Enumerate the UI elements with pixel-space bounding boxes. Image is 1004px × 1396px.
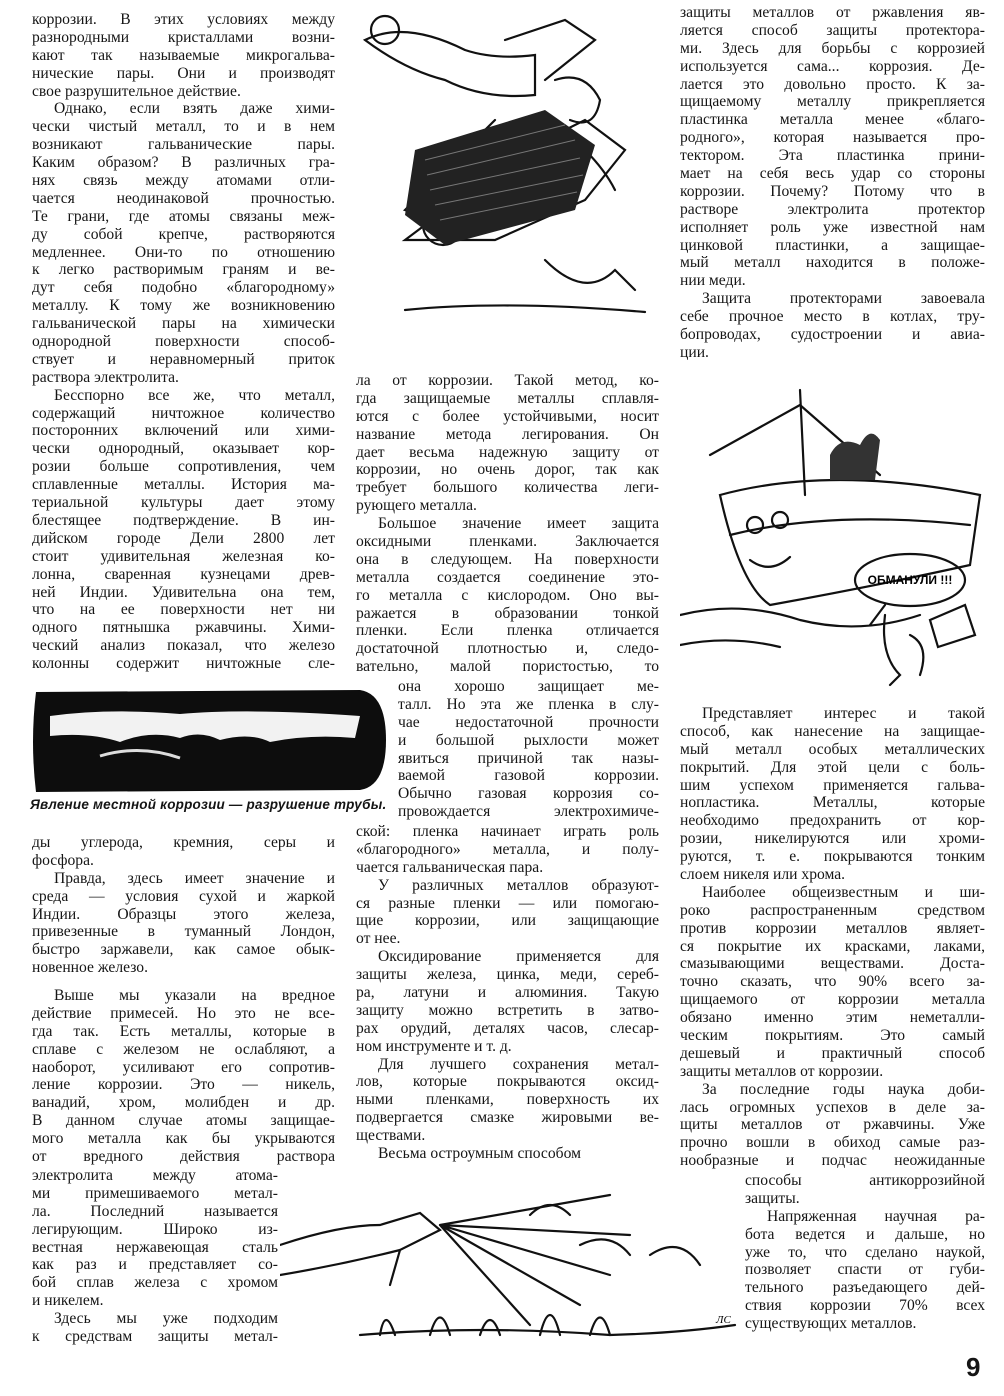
text-line: чается гальваническая пара. bbox=[356, 858, 544, 876]
paragraph bbox=[356, 1145, 659, 1163]
text-line: вательно, малой пористостью, то bbox=[356, 658, 659, 676]
text-line: дийском городе Дели 2800 лет bbox=[32, 529, 335, 547]
text-line: Для лучшего сохранения метал- bbox=[378, 1055, 659, 1073]
paragraph bbox=[32, 1310, 278, 1346]
text-line: ляется способ защиты протектора- bbox=[680, 21, 985, 39]
text-line: ся покрытие их красками, лаками, bbox=[680, 937, 985, 955]
text-line: возникают гальванические пары. bbox=[32, 136, 335, 154]
text-line: ными пленками, поверхность их bbox=[356, 1091, 659, 1109]
text-line: ла. Последний называется bbox=[32, 1202, 278, 1220]
paragraph bbox=[356, 1056, 659, 1145]
paragraph bbox=[32, 387, 335, 673]
text-line: Однако, если взять даже хими- bbox=[54, 100, 335, 118]
text-line: существующих металлов. bbox=[745, 1315, 917, 1333]
text-line: себе прочное место в котлах, тру- bbox=[680, 308, 985, 326]
paragraph bbox=[32, 870, 335, 977]
text-line: смазывающими веществами. Доста- bbox=[680, 955, 985, 973]
text-line: бота ведется и дальше, но bbox=[745, 1225, 985, 1243]
text-line: «благородного» металла, и полу- bbox=[356, 840, 659, 858]
text-line: пластинка металла менее «благо- bbox=[680, 111, 985, 129]
text-line: Наиболее общеизвестным и ши- bbox=[702, 883, 985, 901]
text-line: цинковой пластинки, а защищае- bbox=[680, 236, 985, 254]
text-line: За последние годы наука доби- bbox=[702, 1080, 985, 1098]
text-line: прочно вошли в обиход самые раз- bbox=[680, 1134, 985, 1152]
text-line: Представляет интерес и такой bbox=[702, 705, 985, 722]
text-line: гда защищаемые металлы сплавля- bbox=[356, 389, 659, 407]
text-line: мает на себя весь удар со стороны bbox=[680, 165, 985, 183]
text-line: против коррозии металлов являет- bbox=[680, 919, 985, 937]
text-line: что на ее поверхности нет ни bbox=[32, 601, 335, 619]
text-line: кают так называемые микрогальва- bbox=[32, 46, 335, 64]
text-line: подвергается смазке жировыми ве- bbox=[356, 1109, 659, 1127]
text-line: ла от коррозии. Такой метод, ко- bbox=[356, 372, 659, 389]
text-line: териальной культуры дает этому bbox=[32, 494, 335, 512]
text-line: коррозии. Почему? Потому что в bbox=[680, 182, 985, 200]
text-line: используется сама... коррозия. Де- bbox=[680, 57, 985, 75]
text-line: ражается в образовании тонкой bbox=[356, 604, 659, 622]
column-2-text-bottom bbox=[356, 823, 659, 1163]
text-line: наоборот, усиливают его сопротив- bbox=[32, 1058, 335, 1076]
text-line: роко распространенным средством bbox=[680, 901, 985, 919]
text-line: мый металл особых металлических bbox=[680, 740, 985, 758]
text-line: и никелем. bbox=[32, 1292, 104, 1310]
text-line: она хорошо защищает ме- bbox=[398, 678, 659, 695]
text-line: талл. Но эта же пленка в слу- bbox=[398, 695, 659, 713]
text-line: к легко растворимым граням и ве- bbox=[32, 261, 335, 279]
text-line: нопластика. Металлы, которые bbox=[680, 794, 985, 812]
text-line: Бесспорно все же, что металл, bbox=[54, 386, 335, 404]
text-line: тектором. Эта пластинка прини- bbox=[680, 147, 985, 165]
text-line: мого металла как бы укрываются bbox=[32, 1130, 335, 1148]
text-line: Выше мы указали на вредное bbox=[54, 987, 335, 1004]
text-line: защиту можно встретить в затво- bbox=[356, 1001, 659, 1019]
text-line: металла создается соединение это- bbox=[356, 568, 659, 586]
text-line: как раз и представляет со- bbox=[32, 1256, 278, 1274]
text-line: пленки. Если пленка отличается bbox=[356, 622, 659, 640]
column-1-text-top bbox=[32, 11, 335, 673]
text-line: оксидными пленками. Заключается bbox=[356, 533, 659, 551]
text-line: Оксидирование применяется для bbox=[378, 948, 659, 966]
column-3-text-middle bbox=[680, 705, 985, 1170]
text-line: щие коррозии, или защищающие bbox=[356, 912, 659, 930]
text-line: защиты железа, цинка, меди, сереб- bbox=[356, 966, 659, 984]
ship-cartoon-illustration bbox=[680, 385, 1000, 700]
text-line: достаточной плотностью и, следо- bbox=[356, 640, 659, 658]
text-line: она в следующем. На поверхности bbox=[356, 550, 659, 568]
text-line: нии меди. bbox=[680, 272, 746, 290]
text-line: свое разрушительное действие. bbox=[32, 82, 241, 100]
text-line: Каким образом? В различных гра- bbox=[32, 154, 335, 172]
text-line: ствует и неравномерный приток bbox=[32, 350, 335, 368]
text-line: ются с более устойчивыми, носит bbox=[356, 407, 659, 425]
text-line: Те грани, где атомы связаны меж- bbox=[32, 207, 335, 225]
text-line: покрытий. Для этой цели с боль- bbox=[680, 758, 985, 776]
text-line: ческим покрытиям. Это самый bbox=[680, 1027, 985, 1045]
text-line: действие примесей. Но это не все- bbox=[32, 1004, 335, 1022]
text-line: бой сплав железа с хромом bbox=[32, 1274, 278, 1292]
text-line: розии больше сопротивления, чем bbox=[32, 458, 335, 476]
text-line: ду собой крепче, растворяются bbox=[32, 225, 335, 243]
text-line: раствора электролита. bbox=[32, 368, 179, 386]
text-line: новенное железо. bbox=[32, 959, 148, 977]
text-line: тельного разъедающего дей- bbox=[745, 1279, 985, 1297]
paragraph bbox=[356, 372, 659, 515]
paragraph bbox=[745, 1208, 985, 1333]
paragraph bbox=[398, 678, 659, 821]
paragraph bbox=[680, 1081, 985, 1170]
text-line: щиты металлов от ржавчины. Уже bbox=[680, 1116, 985, 1134]
text-line: рах орудий, деталях часов, слесар- bbox=[356, 1019, 659, 1037]
text-line: способы антикоррозийной bbox=[745, 1172, 985, 1189]
text-line: вестная нержавеющая сталь bbox=[32, 1238, 278, 1256]
text-line: название метода легирования. Он bbox=[356, 425, 659, 443]
text-line: медленнее. Они-то по отношению bbox=[32, 243, 335, 261]
text-line: ней Индии. Удивительна она тем, bbox=[32, 583, 335, 601]
paragraph bbox=[680, 884, 985, 1081]
text-line: дут себя подобно «благородному» bbox=[32, 279, 335, 297]
text-line: чески чистый металл, то и в нем bbox=[32, 118, 335, 136]
text-line: фосфора. bbox=[32, 851, 94, 869]
speech-bubble-text: ОБМАНУЛИ !!! bbox=[867, 573, 953, 587]
text-line: разнородными кристаллами возни- bbox=[32, 28, 335, 46]
text-line: Правда, здесь имеет значение и bbox=[54, 869, 335, 887]
text-line: рующего металла. bbox=[356, 497, 477, 515]
column-3-text-top bbox=[680, 4, 985, 362]
text-line: быстро заржавели, как самое обык- bbox=[32, 941, 335, 959]
paragraph bbox=[356, 515, 659, 676]
text-line: требует большого количества леги- bbox=[356, 479, 659, 497]
paragraph bbox=[680, 4, 985, 290]
paragraph bbox=[32, 834, 335, 870]
text-line: щищаемого от коррозии металла bbox=[680, 991, 985, 1009]
text-line: способ, как нанесение на защищае- bbox=[680, 722, 985, 740]
text-line: ванадий, хром, молибден и др. bbox=[32, 1094, 335, 1112]
text-line: Напряженная научная ра- bbox=[767, 1207, 985, 1225]
text-line: обязано именно этим неметалли- bbox=[680, 1009, 985, 1027]
text-line: Весьма остроумным способом bbox=[378, 1145, 581, 1163]
text-line: чески однородный, оказывает кор- bbox=[32, 440, 335, 458]
text-line: Индии. Образцы этого железа, bbox=[32, 905, 335, 923]
text-line: слоем никеля или хрома. bbox=[680, 866, 846, 884]
text-line: от вредного действия раствора bbox=[32, 1148, 335, 1166]
column-1-text-middle bbox=[32, 834, 335, 977]
text-line: чается неодинаковой прочностью. bbox=[32, 189, 335, 207]
text-line: и большой рыхлости может bbox=[398, 731, 659, 749]
text-line: ра, латуни и алюминия. Такую bbox=[356, 984, 659, 1002]
text-line: ваемой газовой коррозии. bbox=[398, 767, 659, 785]
text-line: ской: пленка начинает играть роль bbox=[356, 823, 659, 840]
text-line: го металла с кислородом. Оно вы- bbox=[356, 586, 659, 604]
text-line: сплавленные металлы. История ма- bbox=[32, 476, 335, 494]
text-line: ном инструменте и т. д. bbox=[356, 1037, 512, 1055]
text-line: содержащий ничтожное количество bbox=[32, 404, 335, 422]
text-line: однородной поверхности способ- bbox=[32, 333, 335, 351]
text-line: привезенные в туманный Лондон, bbox=[32, 923, 335, 941]
text-line: коррозии. В этих условиях между bbox=[32, 11, 335, 28]
text-line: электролита между атома- bbox=[32, 1167, 278, 1184]
text-line: лов, которые покрываются оксид- bbox=[356, 1073, 659, 1091]
page-number: 9 bbox=[966, 1352, 981, 1382]
paragraph bbox=[745, 1172, 985, 1208]
text-line: к средствам защиты метал- bbox=[32, 1328, 278, 1346]
text-line: одного пятнышка ржавчины. Хими- bbox=[32, 619, 335, 637]
text-line: Здесь мы уже подходим bbox=[54, 1310, 278, 1328]
text-line: защиты. bbox=[745, 1189, 800, 1207]
text-line: коррозии, но очень дорог, так как bbox=[356, 461, 659, 479]
text-line: ческий анализ показал, что железо bbox=[32, 637, 335, 655]
column-2-text-beside-photo bbox=[398, 678, 659, 821]
paragraph bbox=[32, 100, 335, 386]
text-line: точно сказать, что 90% всего за- bbox=[680, 973, 985, 991]
paragraph bbox=[32, 11, 335, 100]
corroded-pipe-photo bbox=[30, 686, 388, 794]
text-line: родного», которая называется про- bbox=[680, 129, 985, 147]
text-line: блестящее подтверждение. В ин- bbox=[32, 511, 335, 529]
text-line: ции. bbox=[680, 343, 709, 361]
paragraph bbox=[356, 948, 659, 1055]
text-line: необходимо предохранить от кор- bbox=[680, 812, 985, 830]
text-line: колонны содержит ничтожные сле- bbox=[32, 655, 335, 673]
text-line: легирующим. Широко из- bbox=[32, 1220, 278, 1238]
text-line: В данном случае атомы защищае- bbox=[32, 1112, 335, 1130]
text-line: руются, т. е. покрываются тонким bbox=[680, 848, 985, 866]
text-line: провождается электрохимиче- bbox=[398, 803, 659, 821]
text-line: ми. Здесь для борьбы с коррозией bbox=[680, 39, 985, 57]
text-line: нические пары. Они и производят bbox=[32, 64, 335, 82]
text-line: нообразные и подчас неожиданные bbox=[680, 1152, 985, 1170]
text-line: шим успехом применяется гальва- bbox=[680, 776, 985, 794]
paragraph bbox=[32, 987, 335, 1166]
text-line: гальванической пары на химически bbox=[32, 315, 335, 333]
text-line: ствия коррозии 70% всех bbox=[745, 1297, 985, 1315]
text-line: дает весьма надежную защиту от bbox=[356, 443, 659, 461]
text-line: бопроводах, судостроении и авиа- bbox=[680, 326, 985, 344]
text-line: розии, никелируются или хроми- bbox=[680, 830, 985, 848]
text-line: мый металл находится в положе- bbox=[680, 254, 985, 272]
column-1-text-lower bbox=[32, 987, 335, 1166]
text-line: чае недостаточной прочности bbox=[398, 713, 659, 731]
text-line: лась огромных успехов в деле за- bbox=[680, 1098, 985, 1116]
text-line: нях связь между атомами отли- bbox=[32, 172, 335, 190]
text-line: уже то, что сделано наукой, bbox=[745, 1243, 985, 1261]
text-line: ми примешиваемого метал- bbox=[32, 1184, 278, 1202]
text-line: ся разные пленки — или помогаю- bbox=[356, 894, 659, 912]
text-line: ление коррозии. Это — никель, bbox=[32, 1076, 335, 1094]
paragraph bbox=[356, 877, 659, 949]
photo-caption: Явление местной коррозии — разрушение трубы. bbox=[30, 797, 387, 812]
paragraph bbox=[680, 705, 985, 884]
text-line: защиты металлов от коррозии. bbox=[680, 1062, 884, 1080]
text-line: позволяет спасти от губи- bbox=[745, 1261, 985, 1279]
text-line: защиты металлов от ржавления яв- bbox=[680, 4, 985, 21]
text-line: явиться причиной так назы- bbox=[398, 749, 659, 767]
text-line: Обычно газовая коррозия со- bbox=[398, 785, 659, 803]
text-line: растворе электролита протектор bbox=[680, 200, 985, 218]
spray-hose-cartoon-illustration bbox=[280, 1175, 740, 1350]
column-1-text-bottom bbox=[32, 1167, 278, 1346]
text-line: исполняет роль уже известной нам bbox=[680, 218, 985, 236]
text-line: ды углерода, кремния, серы и bbox=[32, 834, 335, 851]
text-line: щищаемому металлу прикрепляется bbox=[680, 93, 985, 111]
airplane-cartoon-illustration bbox=[345, 0, 665, 365]
text-line: ществами. bbox=[356, 1127, 426, 1145]
artist-signature: ЛС bbox=[716, 1314, 731, 1326]
text-line: Защита протекторами завоевала bbox=[702, 290, 985, 308]
paragraph bbox=[356, 823, 659, 877]
column-2-text-top bbox=[356, 372, 659, 676]
text-line: от нее. bbox=[356, 930, 401, 948]
text-line: гда так. Есть металлы, которые в bbox=[32, 1022, 335, 1040]
text-line: Большое значение имеет защита bbox=[378, 515, 659, 533]
text-line: стоит удивительная железная ко- bbox=[32, 547, 335, 565]
text-line: среда — условия сухой и жаркой bbox=[32, 887, 335, 905]
paragraph bbox=[32, 1167, 278, 1310]
paragraph bbox=[680, 290, 985, 362]
text-line: лонна, сваренная кузнецами древ- bbox=[32, 565, 335, 583]
text-line: металлу. К тому же возникновению bbox=[32, 297, 335, 315]
text-line: лается это довольно просто. К за- bbox=[680, 75, 985, 93]
text-line: посторонних включений или хими- bbox=[32, 422, 335, 440]
text-line: У различных металлов образуют- bbox=[378, 876, 659, 894]
text-line: сплаве с железом не ослабляют, а bbox=[32, 1040, 335, 1058]
column-3-text-bottom bbox=[745, 1172, 985, 1333]
text-line: дешевый и практичный способ bbox=[680, 1044, 985, 1062]
